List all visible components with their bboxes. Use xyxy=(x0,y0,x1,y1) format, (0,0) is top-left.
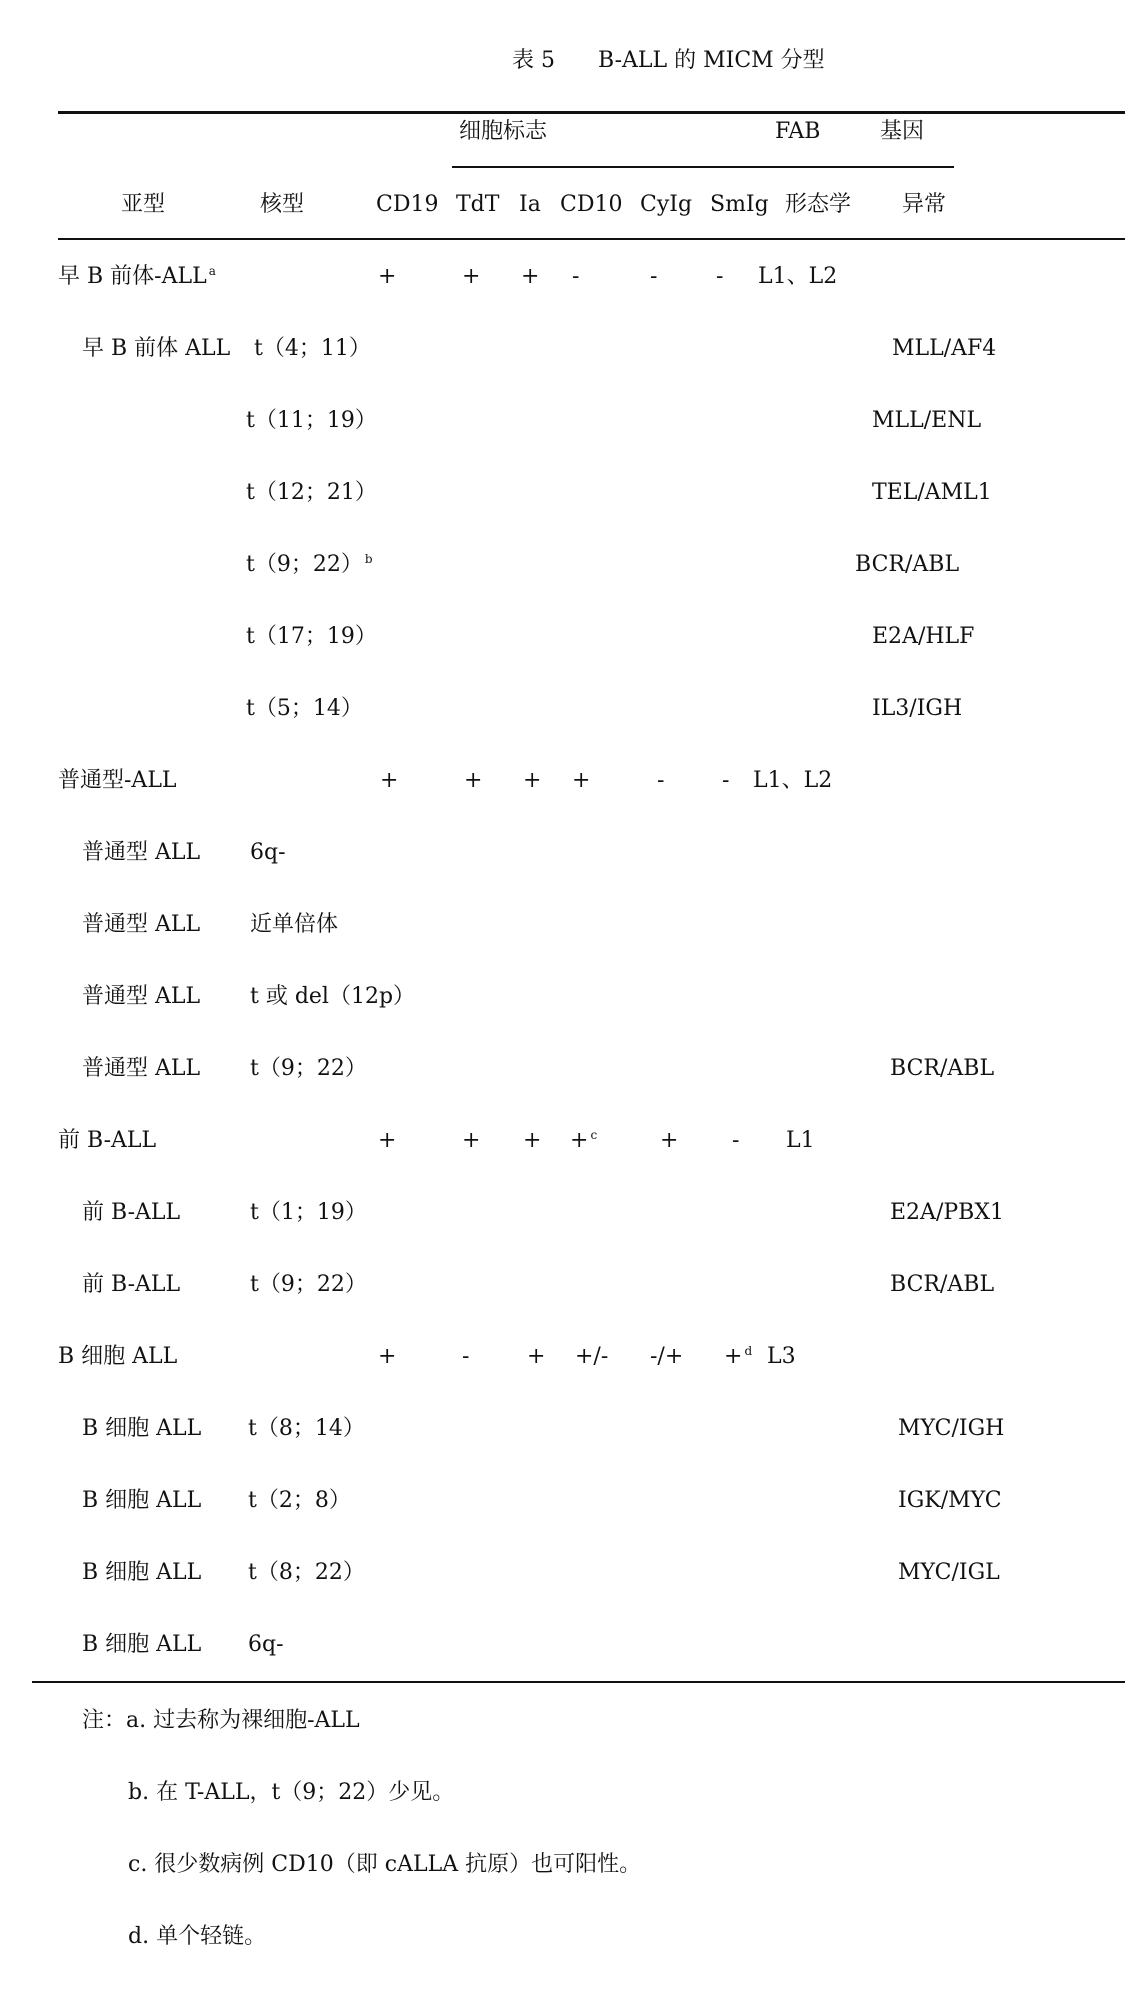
tdt-cell: + xyxy=(464,768,483,793)
gene-cell: TEL/AML1 xyxy=(872,480,992,505)
footnote-marker: d xyxy=(744,1344,753,1358)
header-cyig: CyIg xyxy=(640,192,693,217)
gene-cell: MYC/IGH xyxy=(898,1416,1005,1441)
gene-cell: BCR/ABL xyxy=(890,1056,995,1081)
header-karyotype: 核型 xyxy=(260,192,305,217)
smig-cell: - xyxy=(722,768,730,793)
gene-cell: IL3/IGH xyxy=(872,696,963,721)
cyig-cell: - xyxy=(657,768,665,793)
cd10-cell: + xyxy=(570,1128,589,1153)
subtype-cell: 普通型 ALL xyxy=(82,1056,201,1081)
subtype-cell: 早 B 前体-ALL xyxy=(58,264,207,289)
header-cd19: CD19 xyxy=(376,192,439,217)
karyotype-cell: t（9；22） xyxy=(250,1272,367,1297)
subtype-cell: 普通型 ALL xyxy=(82,912,201,937)
table-row xyxy=(570,1130,597,1152)
fab-cell: L1、L2 xyxy=(753,768,833,793)
gene-cell: MLL/ENL xyxy=(872,408,982,433)
karyotype-cell: t（5；14） xyxy=(246,696,363,721)
table-label: 表 5 xyxy=(512,48,555,73)
table-row xyxy=(724,1346,752,1368)
cd10-cell: - xyxy=(572,264,580,289)
fab-cell: L1、L2 xyxy=(758,264,838,289)
header-cell-markers: 细胞标志 xyxy=(459,119,548,144)
footnote-marker: a xyxy=(208,264,216,278)
tdt-cell: - xyxy=(462,1344,470,1369)
table-title: B-ALL 的 MICM 分型 xyxy=(598,48,825,73)
footnote-marker: c xyxy=(590,1128,598,1142)
note-a: 注：a. 过去称为裸细胞-ALL xyxy=(82,1708,360,1733)
karyotype-cell: 近单倍体 xyxy=(250,912,339,937)
table-row xyxy=(58,266,216,288)
subtype-cell: 前 B-ALL xyxy=(82,1272,181,1297)
footnote-marker: b xyxy=(364,552,373,566)
ia-cell: + xyxy=(523,1128,542,1153)
smig-cell: + xyxy=(724,1344,743,1369)
header-group-rule xyxy=(452,166,954,168)
table-row xyxy=(246,554,373,576)
cd19-cell: + xyxy=(378,264,397,289)
subtype-cell: 普通型 ALL xyxy=(82,840,201,865)
gene-cell: BCR/ABL xyxy=(855,552,960,577)
smig-cell: - xyxy=(716,264,724,289)
header-fab: FAB xyxy=(775,119,821,144)
karyotype-cell: t（11；19） xyxy=(246,408,377,433)
cd19-cell: + xyxy=(380,768,399,793)
karyotype-cell: t（9；22） xyxy=(246,552,363,577)
subtype-cell: 早 B 前体 ALL xyxy=(82,336,231,361)
cyig-cell: -/+ xyxy=(650,1344,684,1369)
note-c: c. 很少数病例 CD10（即 cALLA 抗原）也可阳性。 xyxy=(128,1852,642,1877)
header-morphology: 形态学 xyxy=(785,192,852,217)
gene-cell: MYC/IGL xyxy=(898,1560,1000,1585)
karyotype-cell: t（17；19） xyxy=(246,624,377,649)
cd19-cell: + xyxy=(378,1128,397,1153)
header-tdt: TdT xyxy=(456,192,500,217)
cd19-cell: + xyxy=(378,1344,397,1369)
karyotype-cell: t（8；22） xyxy=(248,1560,365,1585)
cyig-cell: + xyxy=(660,1128,679,1153)
header-abnormality: 异常 xyxy=(902,192,947,217)
gene-cell: MLL/AF4 xyxy=(892,336,997,361)
gene-cell: IGK/MYC xyxy=(898,1488,1002,1513)
bottom-rule xyxy=(32,1681,1125,1683)
subtype-cell: B 细胞 ALL xyxy=(82,1560,202,1585)
note-d: d. 单个轻链。 xyxy=(128,1924,267,1949)
ia-cell: + xyxy=(527,1344,546,1369)
header-cd10: CD10 xyxy=(560,192,623,217)
cd10-cell: + xyxy=(572,768,591,793)
subtype-cell: B 细胞 ALL xyxy=(58,1344,178,1369)
top-rule xyxy=(58,111,1125,114)
header-smig: SmIg xyxy=(710,192,769,217)
smig-cell: - xyxy=(732,1128,740,1153)
note-b: b. 在 T-ALL，t（9；22）少见。 xyxy=(128,1780,455,1805)
subtype-cell: 前 B-ALL xyxy=(58,1128,157,1153)
subtype-cell: 普通型-ALL xyxy=(58,768,177,793)
fab-cell: L1 xyxy=(786,1128,815,1153)
subtype-cell: B 细胞 ALL xyxy=(82,1488,202,1513)
subtype-cell: B 细胞 ALL xyxy=(82,1632,202,1657)
ia-cell: + xyxy=(521,264,540,289)
subtype-cell: 前 B-ALL xyxy=(82,1200,181,1225)
cyig-cell: - xyxy=(650,264,658,289)
gene-cell: E2A/HLF xyxy=(872,624,975,649)
karyotype-cell: 6q- xyxy=(248,1632,284,1657)
ia-cell: + xyxy=(523,768,542,793)
fab-cell: L3 xyxy=(767,1344,796,1369)
cd10-cell: +/- xyxy=(575,1344,609,1369)
karyotype-cell: t 或 del（12p） xyxy=(250,984,416,1009)
tdt-cell: + xyxy=(462,1128,481,1153)
karyotype-cell: t（9；22） xyxy=(250,1056,367,1081)
karyotype-cell: t（1；19） xyxy=(250,1200,367,1225)
gene-cell: BCR/ABL xyxy=(890,1272,995,1297)
gene-cell: E2A/PBX1 xyxy=(890,1200,1004,1225)
karyotype-cell: 6q- xyxy=(250,840,286,865)
karyotype-cell: t（12；21） xyxy=(246,480,377,505)
karyotype-cell: t（8；14） xyxy=(248,1416,365,1441)
subtype-cell: B 细胞 ALL xyxy=(82,1416,202,1441)
subtype-cell: 普通型 ALL xyxy=(82,984,201,1009)
header-bottom-rule xyxy=(58,238,1125,240)
karyotype-cell: t（2；8） xyxy=(248,1488,351,1513)
header-gene: 基因 xyxy=(880,119,925,144)
tdt-cell: + xyxy=(462,264,481,289)
header-subtype: 亚型 xyxy=(121,192,166,217)
karyotype-cell: t（4；11） xyxy=(254,336,371,361)
header-ia: Ia xyxy=(519,192,541,217)
